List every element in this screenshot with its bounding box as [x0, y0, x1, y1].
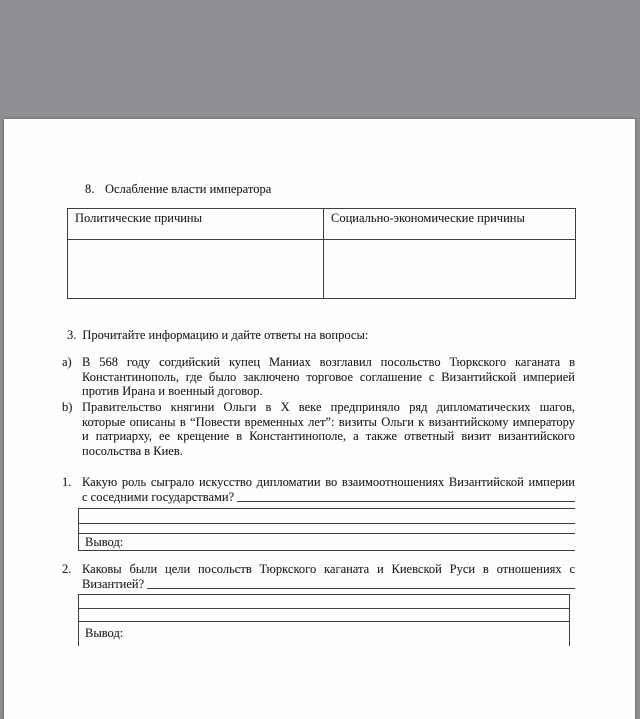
item-8-title: Ослабление власти императора	[105, 182, 272, 196]
causes-table-cell-socioeconomic	[324, 240, 576, 299]
question-1-number: 1.	[62, 475, 72, 489]
question-2-line: Каковы были цели посольств Тюркского каганата и Киевской Руси в отношениях с	[82, 562, 575, 576]
answer-box-1-blank-row	[79, 524, 575, 534]
causes-table-header-row	[68, 209, 576, 240]
question-2-number: 2.	[62, 562, 72, 576]
info-item-b-line: Правительство княгини Ольги в X веке предприняло ряд дипломатических шагов,	[82, 400, 575, 414]
info-item-a-line: В 568 году согдийский купец Маниах возглавил посольство Тюркского каганата в	[82, 355, 575, 369]
causes-table	[67, 208, 576, 299]
question-2	[62, 562, 575, 591]
document-page	[4, 119, 635, 719]
info-item-a-label: a)	[62, 355, 72, 369]
answer-box-1	[78, 508, 575, 551]
info-item-a-line: Константинополь, где было заключено торговое соглашение с Византийской империей	[82, 369, 575, 384]
conclusion-label: Вывод:	[85, 535, 124, 549]
info-item-b-line: посольства в Киев.	[82, 443, 183, 458]
causes-table-header-socioeconomic: Социально-экономические причины	[324, 209, 576, 240]
section-3-number: 3.	[67, 328, 77, 342]
item-8-number: 8.	[85, 182, 95, 196]
answer-box-1-conclusion-row	[79, 534, 575, 550]
answer-box-2	[78, 594, 570, 646]
info-item-b-line: которые описаны в “Повести временных лет”: визиты Ольги к византийскому императору	[82, 414, 575, 429]
causes-table-cell-political	[68, 240, 324, 299]
question-2-line-text: Византией?	[82, 576, 145, 591]
answer-blank-line	[147, 577, 575, 590]
conclusion-label: Вывод:	[85, 626, 124, 640]
question-1-line	[82, 490, 575, 505]
answer-box-1-blank-row	[79, 509, 575, 524]
question-2-line	[82, 577, 575, 592]
item-8-heading	[85, 182, 271, 197]
causes-table-body-row	[68, 240, 576, 299]
info-item-b-line: и патриарху, ее крещение в Константинополе, а также ответный визит византийского	[82, 429, 575, 444]
info-item-a-line: против Ирана и военный договор.	[82, 384, 263, 399]
info-item-b-label: b)	[62, 400, 73, 414]
answer-blank-line	[237, 490, 575, 503]
section-3-title: Прочитайте информацию и дайте ответы на вопросы:	[82, 328, 369, 342]
info-item-b	[62, 400, 575, 458]
answer-box-2-conclusion-row	[79, 622, 569, 646]
answer-box-2-blank-row	[79, 595, 569, 609]
info-item-a	[62, 355, 575, 399]
question-1-line: Какую роль сыграло искусство дипломатии во взаимоотношениях Византийской империи	[82, 475, 575, 489]
question-1-line-text: с соседними государствами?	[82, 489, 235, 504]
answer-box-2-blank-row	[79, 609, 569, 622]
question-1	[62, 475, 575, 504]
causes-table-header-political: Политические причины	[68, 209, 324, 240]
section-3-heading	[67, 328, 368, 343]
